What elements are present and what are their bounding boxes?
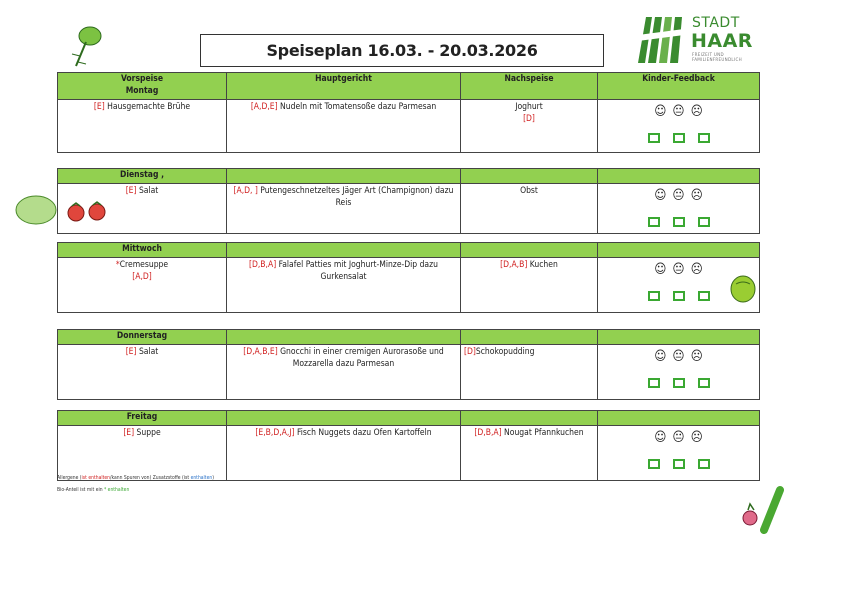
- feedback-checkbox[interactable]: [698, 291, 710, 301]
- hauptgericht-cell: [A,D,E] Nudeln mit Tomatensoße dazu Parmesan: [227, 100, 461, 153]
- vegetable-characters-icon: [734, 484, 790, 534]
- stadt-haar-logo: [636, 15, 766, 67]
- feedback-checkbox[interactable]: [648, 378, 660, 388]
- logo-tagline: FREIZEIT UND FAMILIENFREUNDLICH: [692, 53, 742, 63]
- vegetable-character-icon: [728, 272, 758, 306]
- logo-text-haar: HAAR: [691, 30, 753, 52]
- feedback-checkbox[interactable]: [673, 459, 685, 469]
- feedback-checkbox[interactable]: [698, 133, 710, 143]
- menu-table-donnerstag: [57, 329, 760, 400]
- nachspeise-cell: [D,A,B] Kuchen: [461, 258, 598, 313]
- table-row: [58, 184, 760, 234]
- nachspeise-cell: [D]Schokopudding: [461, 345, 598, 400]
- happy-face-icon[interactable]: ☺: [654, 430, 667, 445]
- feedback-cell: [598, 426, 760, 481]
- menu-table-dienstag: [57, 168, 760, 234]
- day-label: Montag: [125, 86, 159, 96]
- page-title: Speiseplan 16.03. - 20.03.2026: [200, 34, 604, 67]
- feedback-cell: [598, 345, 760, 400]
- logo-stripes-icon: [636, 15, 686, 65]
- sad-face-icon[interactable]: ☹: [690, 262, 703, 277]
- col-header-nachspeise: Nachspeise: [461, 73, 598, 100]
- col-header-vorspeise: Vorspeise Montag: [58, 73, 227, 100]
- neutral-face-icon[interactable]: 😐: [672, 262, 685, 277]
- day-label: Mittwoch: [58, 243, 227, 258]
- nachspeise-cell: [D,B,A] Nougat Pfannkuchen: [461, 426, 598, 481]
- feedback-checkbox[interactable]: [673, 291, 685, 301]
- day-label: Donnerstag: [58, 330, 227, 345]
- hauptgericht-cell: [D,A,B,E] Gnocchi in einer cremigen Aurorasoße und Mozzarella dazu Parmesan: [227, 345, 461, 400]
- feedback-checkbox[interactable]: [673, 133, 685, 143]
- nachspeise-cell: Joghurt [D]: [461, 100, 598, 153]
- day-label: Dienstag ,: [58, 169, 227, 184]
- sad-face-icon[interactable]: ☹: [690, 430, 703, 445]
- feedback-cell: [598, 100, 760, 153]
- hauptgericht-cell: [A,D, ] Putengeschnetzeltes Jäger Art (Champignon) dazu Reis: [227, 184, 461, 234]
- day-label: Freitag: [58, 411, 227, 426]
- neutral-face-icon[interactable]: 😐: [672, 430, 685, 445]
- neutral-face-icon[interactable]: 😐: [672, 104, 685, 119]
- vegetable-character-icon: [66, 20, 106, 72]
- vorspeise-cell: [E] Hausgemachte Brühe: [58, 100, 227, 153]
- sad-face-icon[interactable]: ☹: [690, 349, 703, 364]
- menu-table-montag: [57, 72, 760, 153]
- salad-and-tomatoes-icon: [14, 192, 114, 232]
- feedback-checkbox[interactable]: [648, 459, 660, 469]
- feedback-checkbox[interactable]: [648, 291, 660, 301]
- menu-table-mittwoch: [57, 242, 760, 313]
- vorspeise-cell: [E] Suppe: [58, 426, 227, 481]
- vorspeise-cell: [E] Salat: [58, 184, 227, 234]
- col-header-hauptgericht: Hauptgericht: [227, 73, 461, 100]
- feedback-checkbox[interactable]: [698, 217, 710, 227]
- happy-face-icon[interactable]: ☺: [654, 262, 667, 277]
- menu-table-freitag: [57, 410, 760, 481]
- happy-face-icon[interactable]: ☺: [654, 188, 667, 203]
- table-row: [58, 258, 760, 313]
- neutral-face-icon[interactable]: 😐: [672, 349, 685, 364]
- feedback-cell: [598, 184, 760, 234]
- feedback-checkbox[interactable]: [673, 378, 685, 388]
- allergen-legend: Allergene (ist enthalten/kann Spuren von) Zusatzstoffe (ist enthalten): [57, 475, 214, 481]
- vorspeise-cell: [E] Salat: [58, 345, 227, 400]
- feedback-checkbox[interactable]: [698, 378, 710, 388]
- happy-face-icon[interactable]: ☺: [654, 104, 667, 119]
- bio-legend: Bio-Anteil ist mit ein * enthalten: [57, 487, 130, 493]
- feedback-checkbox[interactable]: [648, 217, 660, 227]
- sad-face-icon[interactable]: ☹: [690, 104, 703, 119]
- logo-text-stadt: STADT: [692, 15, 740, 31]
- table-row: [58, 100, 760, 153]
- neutral-face-icon[interactable]: 😐: [672, 188, 685, 203]
- feedback-checkbox[interactable]: [698, 459, 710, 469]
- col-header-feedback: Kinder-Feedback: [598, 73, 760, 100]
- nachspeise-cell: Obst: [461, 184, 598, 234]
- feedback-checkbox[interactable]: [648, 133, 660, 143]
- happy-face-icon[interactable]: ☺: [654, 349, 667, 364]
- sad-face-icon[interactable]: ☹: [690, 188, 703, 203]
- table-header-row: [58, 73, 760, 100]
- table-row: [58, 345, 760, 400]
- table-row: [58, 426, 760, 481]
- vorspeise-cell: *Cremesuppe [A,D]: [58, 258, 227, 313]
- hauptgericht-cell: [D,B,A] Falafel Patties mit Joghurt-Minze-Dip dazu Gurkensalat: [227, 258, 461, 313]
- feedback-checkbox[interactable]: [673, 217, 685, 227]
- hauptgericht-cell: [E,B,D,A,J] Fisch Nuggets dazu Ofen Kartoffeln: [227, 426, 461, 481]
